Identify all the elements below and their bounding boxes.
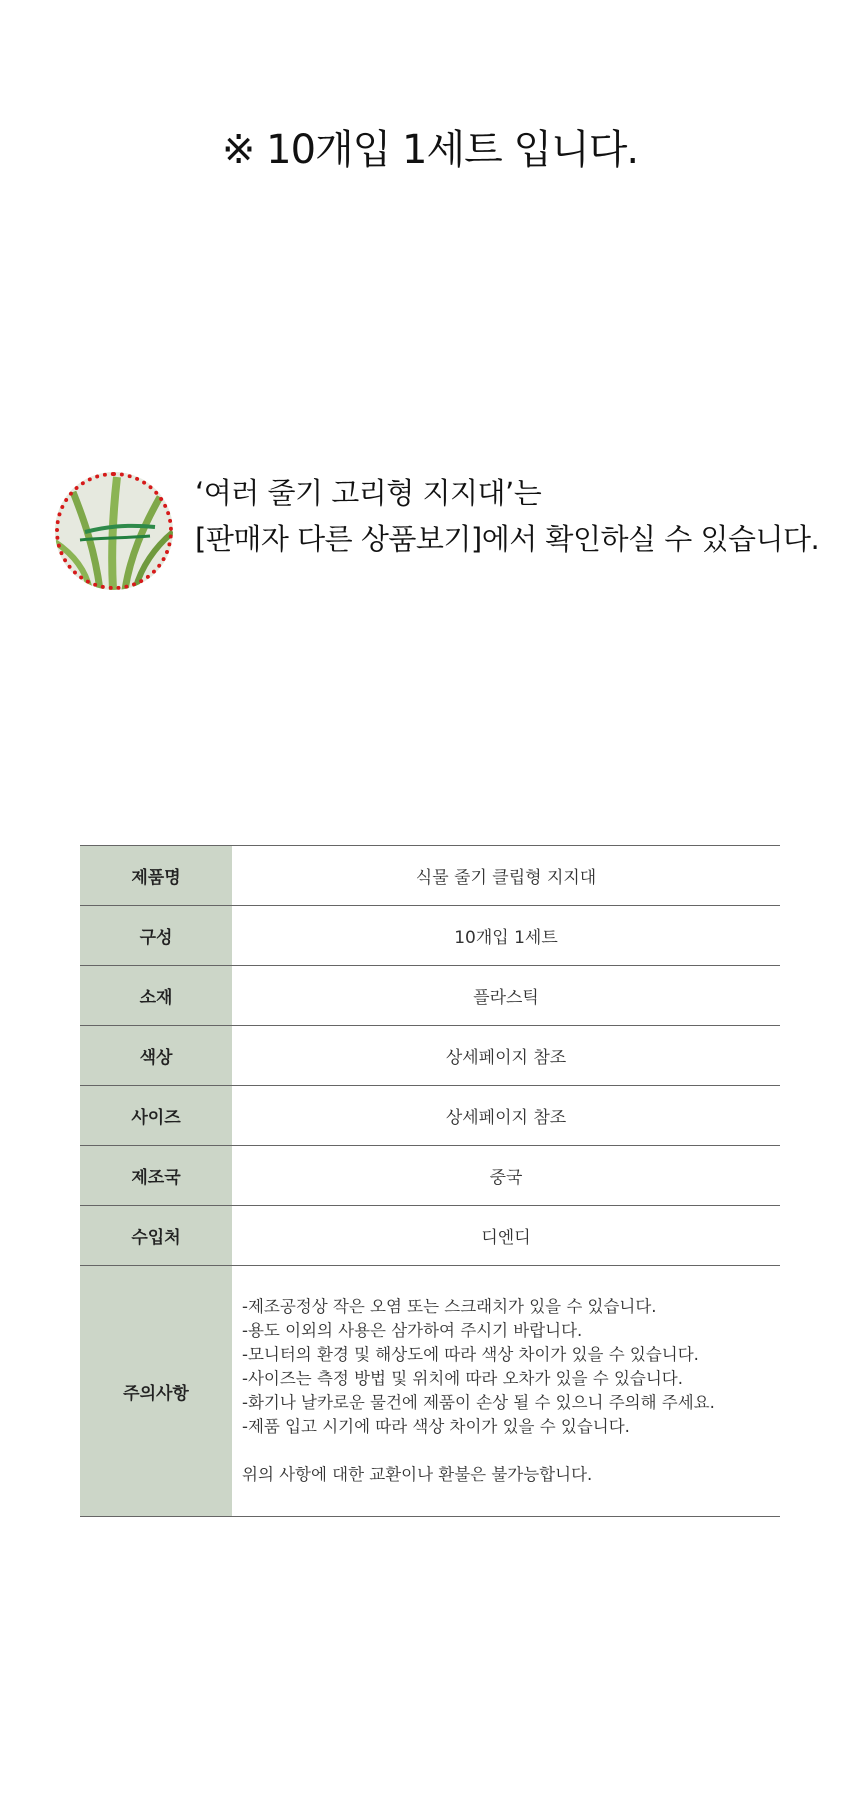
spec-table [80, 845, 780, 1517]
row-value: 상세페이지 참조 [232, 1026, 780, 1086]
notes-line: -제조공정상 작은 오염 또는 스크래치가 있을 수 있습니다. [242, 1297, 657, 1316]
row-label: 수입처 [80, 1206, 232, 1266]
related-product-banner [55, 470, 845, 600]
notes-line: -모니터의 환경 및 해상도에 따라 색상 차이가 있을 수 있습니다. [242, 1345, 699, 1364]
table-row [80, 1086, 780, 1146]
row-label: 제조국 [80, 1146, 232, 1206]
row-value: 상세페이지 참조 [232, 1086, 780, 1146]
row-value: 식물 줄기 클립형 지지대 [232, 846, 780, 906]
table-row [80, 846, 780, 906]
row-label: 소재 [80, 966, 232, 1026]
row-value: 중국 [232, 1146, 780, 1206]
table-row [80, 906, 780, 966]
row-label: 사이즈 [80, 1086, 232, 1146]
table-row [80, 1026, 780, 1086]
notes-line: -사이즈는 측정 방법 및 위치에 따라 오차가 있을 수 있습니다. [242, 1369, 683, 1388]
row-value: 디엔디 [232, 1206, 780, 1266]
notes-line: -제품 입고 시기에 따라 색상 차이가 있을 수 있습니다. [242, 1417, 630, 1436]
table-row [80, 1206, 780, 1266]
row-value: 10개입 1세트 [232, 906, 780, 966]
row-value: 플라스틱 [232, 966, 780, 1026]
notes-row [80, 1266, 780, 1517]
set-notice: ※ 10개입 1세트 입니다. [221, 127, 639, 173]
row-label: 구성 [80, 906, 232, 966]
notes-cell [232, 1266, 780, 1517]
row-label: 색상 [80, 1026, 232, 1086]
related-product-text [195, 470, 819, 562]
table-row [80, 1146, 780, 1206]
notes-label: 주의사항 [80, 1266, 232, 1517]
row-label: 제품명 [80, 846, 232, 906]
dotted-ring [55, 472, 173, 590]
notes-line: -용도 이외의 사용은 삼가하여 주시기 바랍니다. [242, 1321, 583, 1340]
table-row [80, 966, 780, 1026]
related-line-2: [판매자 다른 상품보기]에서 확인하실 수 있습니다. [195, 522, 820, 556]
notes-footer: 위의 사항에 대한 교환이나 환불은 불가능합니다. [242, 1465, 593, 1484]
notes-line: -화기나 날카로운 물건에 제품이 손상 될 수 있으니 주의해 주세요. [242, 1393, 715, 1412]
related-line-1: ‘여러 줄기 고리형 지지대’는 [195, 476, 542, 510]
